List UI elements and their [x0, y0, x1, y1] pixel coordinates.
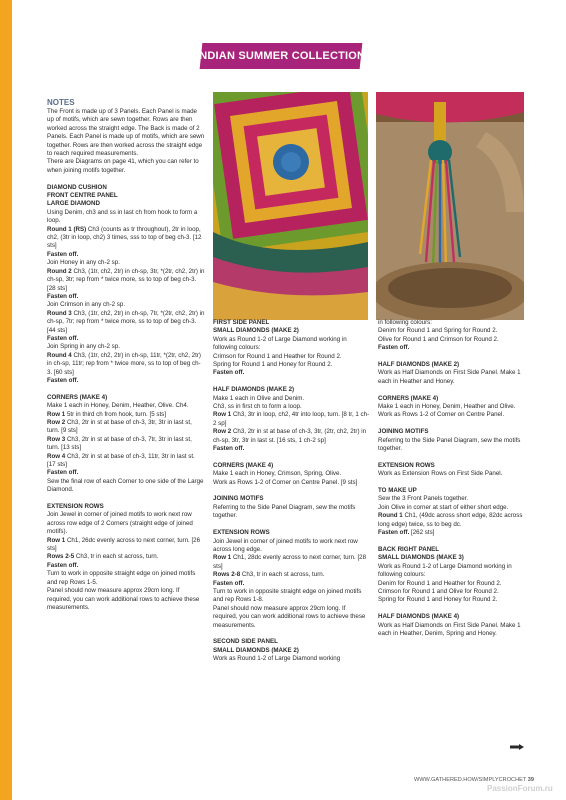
orange-side-bar [0, 0, 12, 800]
step-label: Fasten off. [378, 529, 410, 537]
pattern-text: Crimson for Round 1 and Olive for Round 2. [378, 587, 499, 595]
spacer [378, 537, 526, 545]
section-heading: Fasten off. [47, 376, 79, 384]
pattern-text: Make 1 each in Honey, Denim, Heather and Olive. [378, 403, 516, 411]
pattern-text: Turn to work in opposite straight edge on joined motifs and rep Rows 1-5. [47, 570, 196, 586]
pattern-text: The Front is made up of 3 Panels. Each Panel is made up of motifs, which are sewn together. Rows are then worked across the straight edge. The Back is made of 2 Panels. Each Panel is made up of motifs, which are sewn together. Rows are then worked across the straight edge to reach required measurements. [47, 108, 205, 158]
text-column-2 [213, 319, 371, 664]
pattern-text: Join Crimson in any ch-2 sp. [47, 301, 126, 309]
section-heading: EXTENSION ROWS [378, 461, 435, 469]
pattern-text [47, 310, 205, 335]
pattern-text: Join Jewel in corner of joined motifs to work next row across long edge. [213, 537, 358, 553]
section-banner [196, 43, 366, 69]
pattern-text: in following colours: [378, 319, 432, 326]
pattern-text: Work as Half Diamonds on First Side Panel. Make 1 each in Heather, Denim, Spring and Honey. [378, 621, 521, 637]
pattern-text: Join Jewel in corner of joined motifs to work next row across row edge of 2 Corners (straight edge of joined motifs). [47, 511, 193, 536]
pattern-text: Work as Extension Rows on First Side Panel. [378, 470, 503, 478]
page-number: 39 [527, 777, 534, 783]
continue-arrow-icon [510, 744, 524, 750]
spacer [378, 453, 526, 461]
pattern-text: Work as Rows 1-2 of Corner on Centre Panel. [378, 411, 505, 419]
section-heading: JOINING MOTIFS [213, 495, 264, 503]
text-column-3 [378, 319, 526, 638]
section-heading: HALF DIAMONDS (MAKE 2) [378, 361, 460, 369]
step-label: Row 1 [47, 536, 66, 544]
step-label: Rows 2-5 [47, 553, 75, 561]
spacer [378, 353, 526, 361]
pattern-text [213, 571, 371, 579]
spacer [378, 386, 526, 394]
pattern-text: Work as Rows 1-2 of Corner on Centre Panel. [9 sts] [213, 478, 358, 486]
spacer [378, 605, 526, 613]
pattern-text: Crimson for Round 1 and Heather for Round 2. [213, 352, 342, 360]
section-heading: BACK RIGHT PANEL [378, 545, 440, 553]
section-heading: Fasten off. [47, 334, 79, 342]
pattern-text [47, 436, 205, 453]
spacer [213, 521, 371, 529]
section-heading: JOINING MOTIFS [378, 428, 429, 436]
pattern-text: Denim for Round 1 and Heather for Round 2. [378, 579, 502, 587]
pattern-text: Join Olive in corner at start of either short edge. [378, 503, 509, 511]
step-text: Ch1, (49dc across short edge, 82dc across long edge) twice, ss to beg dc. [378, 512, 523, 528]
pattern-text: Denim for Round 1 and Spring for Round 2. [378, 327, 498, 335]
pattern-text: Spring for Round 1 and Honey for Round 2. [213, 361, 333, 369]
section-heading: Fasten off. [47, 469, 79, 477]
section-heading: FIRST SIDE PANEL [213, 319, 270, 326]
pattern-text [378, 512, 526, 529]
step-text: 5tr in third ch from hook, turn. [5 sts] [65, 410, 166, 418]
pattern-text: There are Diagrams on page 41, which you can refer to when joining motifs together. [47, 158, 199, 174]
pattern-text: Join Honey in any ch-2 sp. [47, 259, 120, 267]
pattern-text [378, 529, 526, 537]
step-text: Ch3, 2tr in st at base of ch-3, 11tr, 3tr in last st. [17 sts] [47, 452, 195, 469]
pattern-text: Make 1 each in Honey, Crimson, Spring, Olive. [213, 470, 342, 478]
pattern-text: Ch3, ss in first ch to form a loop. [213, 403, 302, 411]
pattern-text [47, 226, 205, 251]
pattern-text: Panel should now measure approx 29cm long. If required, you can work additional rows to achieve these measurements. [47, 587, 200, 611]
section-heading: CORNERS (MAKE 4) [47, 393, 108, 401]
section-heading: Fasten off. [47, 250, 79, 258]
section-heading: EXTENSION ROWS [213, 529, 270, 537]
pattern-text: Olive for Round 1 and Crimson for Round 2. [378, 335, 499, 343]
step-text: [262 sts] [409, 529, 435, 537]
step-text: Ch3, tr in each st across, turn. [240, 571, 325, 579]
section-heading: FRONT CENTRE PANEL [47, 192, 118, 200]
step-text: Ch3, 3tr in loop, ch2, 4tr into loop, turn. [8 tr, 1 ch-2 sp] [213, 411, 370, 427]
section-heading: SMALL DIAMONDS (MAKE 2) [213, 646, 299, 654]
pattern-text: Make 1 each in Honey, Denim, Heather, Olive. Ch4. [47, 402, 189, 410]
notes-heading: NOTES [47, 98, 75, 107]
step-label: Row 2 [213, 428, 232, 436]
step-text: Ch3, (1tr, ch2, 2tr) in ch-sp, 3tr, *(2tr, ch2, 2tr) in ch-sp, 3tr; rep from * twice more, ss to top of beg ch-3. [28 sts] [47, 267, 205, 292]
spacer [47, 495, 205, 503]
spacer [378, 420, 526, 428]
pattern-text [213, 411, 371, 428]
pattern-text [47, 268, 205, 293]
section-heading: SECOND SIDE PANEL [213, 638, 278, 646]
banner-label: INDIAN SUMMER COLLECTION [196, 50, 366, 62]
pattern-text [47, 411, 205, 419]
step-text: Ch3, tr in each st across, turn. [74, 553, 159, 561]
pattern-text [47, 419, 205, 436]
step-text: Ch3, (1tr, ch2, 2tr) in ch-sp, 11tr, *(2tr, ch2, 2tr) in ch-sp, 11tr; rep from * twice more, ss to top of beg ch-3. [60 sts] [47, 351, 201, 376]
step-label: Row 1 [47, 410, 66, 418]
pattern-text: Referring to the Side Panel Diagram, sew the motifs together. [378, 436, 521, 453]
step-label: Row 1 [213, 411, 232, 419]
section-heading: CORNERS (MAKE 4) [378, 394, 439, 402]
step-label: Row 2 [47, 419, 66, 426]
section-heading: EXTENSION ROWS [47, 503, 104, 511]
step-label: Row 3 [47, 435, 66, 443]
section-heading: Fasten off. [47, 561, 79, 569]
pattern-text: Referring to the Side Panel Diagram, sew the motifs together. [213, 503, 356, 520]
step-label: Round 2 [47, 267, 72, 275]
step-text: Ch3, 2tr in st at base of ch-3, 7tr, 3tr in last st, turn. [13 sts] [47, 435, 192, 452]
text-column-1 [47, 98, 205, 612]
step-text: Ch1, 26dc evenly across to next corner, turn. [26 sts] [47, 536, 201, 553]
section-heading: HALF DIAMONDS (MAKE 2) [213, 386, 295, 394]
step-text: Ch1, 28dc evenly across to next corner, turn. [28 sts] [213, 554, 367, 570]
pattern-text [47, 553, 205, 561]
section-heading: Fasten off. [378, 344, 410, 352]
pattern-text: Work as Round 1-2 of Large Diamond working in following colours: [213, 335, 347, 352]
pattern-text: Make 1 each in Olive and Denim. [213, 394, 305, 402]
step-label: Rows 2-8 [213, 571, 241, 579]
step-label: Round 4 [47, 351, 72, 359]
section-heading: SMALL DIAMONDS (MAKE 2) [213, 327, 299, 335]
step-label: Round 1 (RS) [47, 225, 87, 233]
pattern-text: Turn to work in opposite straight edge on joined motifs and rep Rows 1-8. [213, 587, 362, 604]
spacer [47, 175, 205, 183]
section-heading: HALF DIAMONDS (MAKE 4) [378, 613, 460, 621]
step-label: Round 3 [47, 309, 72, 317]
pattern-text [47, 537, 205, 554]
step-label: Round 1 [378, 512, 403, 520]
pattern-text: Spring for Round 1 and Honey for Round 2. [378, 596, 498, 604]
cushion-image [213, 92, 368, 320]
step-text: Ch3, (1tr, ch2, 2tr) in ch-sp, 7tr, *(2tr, ch2, 2tr) in ch-sp, 7tr; rep from * twice more, ss to top of beg ch-3. [44 sts] [47, 309, 205, 334]
spacer [47, 385, 205, 393]
step-text: Ch3 (counts as tr throughout), 2tr in loop, ch2, (3tr in loop, ch2) 3 times, sss to top of beg ch-3. [12 sts] [47, 225, 202, 250]
footer-url: WWW.GATHERED.HOW/SIMPLYCROCHET [414, 777, 527, 783]
spacer [213, 487, 371, 495]
step-text: Ch3, 2tr in st at base of ch-3, 3tr, (2tr, ch2, 2tr) in ch-sp, 3tr, 3tr in last st. [16 sts, 1 ch-2 sp] [213, 428, 367, 444]
pattern-text: Sew the 3 Front Panels together. [378, 495, 469, 503]
pattern-text: Work as Round 1-2 of Large Diamond working in following colours: [378, 562, 512, 579]
pattern-text [213, 554, 371, 571]
section-heading: Fasten off. [213, 369, 245, 377]
tassel-photo [376, 92, 524, 320]
section-heading: Fasten off. [213, 445, 245, 453]
step-label: Row 4 [47, 452, 66, 460]
watermark: PassionForum.ru [487, 784, 553, 793]
step-label: Row 1 [213, 554, 232, 562]
pattern-text: Work as Half Diamonds on First Side Panel. Make 1 each in Heather and Honey. [378, 369, 521, 385]
section-heading: LARGE DIAMOND [47, 200, 100, 208]
pattern-text [47, 453, 205, 470]
section-heading: TO MAKE UP [378, 487, 417, 495]
pattern-text: Join Spring in any ch-2 sp. [47, 343, 120, 351]
section-heading: Fasten off. [213, 579, 245, 587]
pattern-text: Sew the final row of each Corner to one side of the Large Diamond. [47, 477, 204, 494]
section-heading: SMALL DIAMONDS (MAKE 3) [378, 554, 464, 562]
pattern-text [47, 352, 205, 377]
tassel-image [376, 92, 524, 320]
spacer [213, 630, 371, 638]
section-heading: DIAMOND CUSHION [47, 183, 107, 191]
cushion-photo [213, 92, 368, 320]
page-footer [414, 777, 534, 783]
pattern-text [213, 428, 371, 445]
spacer [378, 479, 526, 487]
section-heading: Fasten off. [47, 292, 79, 300]
step-text: Ch3, 2tr in st at base of ch-3, 3tr, 3tr in last st, turn. [9 sts] [47, 419, 192, 435]
spacer [213, 378, 371, 386]
pattern-text: Using Denim, ch3 and ss in last ch from hook to form a loop. [47, 208, 198, 225]
pattern-text: Work as Round 1-2 of Large Diamond working [213, 655, 341, 663]
section-heading: CORNERS (MAKE 4) [213, 461, 274, 469]
pattern-text: Panel should now measure approx 29cm long. If required, you can work additional rows to achieve these measurements. [213, 604, 366, 629]
spacer [213, 453, 371, 461]
